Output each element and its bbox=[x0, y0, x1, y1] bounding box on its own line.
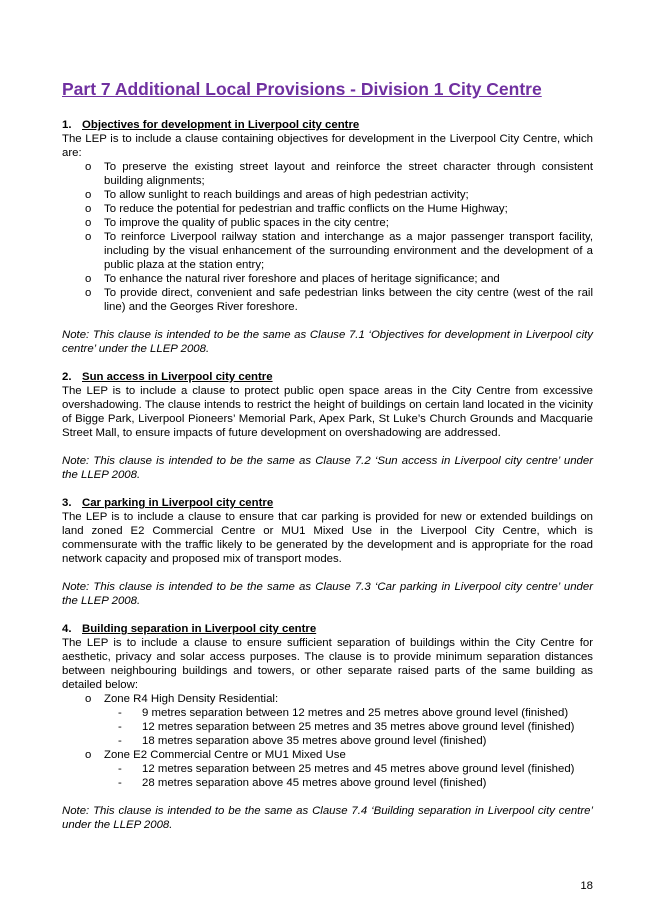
bullet-marker: o bbox=[85, 287, 92, 299]
section-number: 3. bbox=[62, 497, 72, 509]
separation-list bbox=[62, 762, 593, 790]
list-item: o To reduce the potential for pedestrian and traffic conflicts on the Hume Highway; bbox=[85, 203, 508, 215]
section-note: Note: This clause is intended to be the same as Clause 7.2 ‘Sun access in Liverpool city centre’ under the LLEP 2008. bbox=[62, 455, 593, 481]
section-heading bbox=[62, 370, 593, 384]
section-note: Note: This clause is intended to be the same as Clause 7.4 ‘Building separation in Liverpool city centre’ under the LLEP 2008. bbox=[62, 805, 593, 831]
section-title: Objectives for development in Liverpool city centre bbox=[82, 119, 360, 131]
objectives-list bbox=[62, 160, 593, 314]
section-heading bbox=[62, 622, 593, 636]
zone-label: Zone E2 Commercial Centre or MU1 Mixed Use bbox=[104, 749, 346, 761]
section-title: Sun access in Liverpool city centre bbox=[82, 371, 273, 383]
section-intro: The LEP is to include a clause to protect public open space areas in the City Centre from excessive overshadowing. The clause intends to restrict the height of buildings on certain land located in the vicinity of Bigge Park, Liverpool Pioneers’ Memorial Park, Apex Park, St Luke’s Church Grounds and Macquarie Street Mall, to ensure impacts of future development on overshadowing are addressed. bbox=[62, 385, 593, 439]
list-item: o To improve the quality of public spaces in the city centre; bbox=[85, 217, 389, 229]
bullet-marker: o bbox=[85, 161, 92, 173]
list-item: o To preserve the existing street layout and reinforce the street character through consistent building alignments; bbox=[85, 161, 593, 187]
section-title: Building separation in Liverpool city centre bbox=[82, 623, 317, 635]
bullet-marker: o bbox=[85, 273, 92, 285]
section-building-separation bbox=[62, 622, 593, 832]
section-intro: The LEP is to include a clause containing objectives for development in the Liverpool City Centre, which are: bbox=[62, 133, 593, 159]
document-page bbox=[62, 78, 593, 846]
list-item: - 12 metres separation between 25 metres and 35 metres above ground level (finished) bbox=[118, 721, 575, 733]
list-item: o To allow sunlight to reach buildings and areas of high pedestrian activity; bbox=[85, 189, 469, 201]
page-number: 18 bbox=[580, 880, 593, 892]
list-item: - 18 metres separation above 35 metres above ground level (finished) bbox=[118, 735, 487, 747]
page-heading: Part 7 Additional Local Provisions - Division 1 City Centre bbox=[62, 79, 542, 99]
list-item: o To enhance the natural river foreshore and places of heritage significance; and bbox=[85, 273, 500, 285]
bullet-marker: o bbox=[85, 693, 92, 705]
list-item: o To provide direct, convenient and safe pedestrian links between the city centre (west of the rail line) and the Georges River foreshore. bbox=[85, 287, 593, 313]
bullet-marker: o bbox=[85, 231, 92, 243]
section-note: Note: This clause is intended to be the same as Clause 7.3 ‘Car parking in Liverpool city centre’ under the LLEP 2008. bbox=[62, 581, 593, 607]
list-item: - 9 metres separation between 12 metres and 25 metres above ground level (finished) bbox=[118, 707, 569, 719]
zones-list bbox=[62, 692, 593, 706]
bullet-marker: o bbox=[85, 749, 92, 761]
dash-marker: - bbox=[118, 763, 122, 775]
list-item: - 28 metres separation above 45 metres above ground level (finished) bbox=[118, 777, 487, 789]
section-number: 4. bbox=[62, 623, 72, 635]
section-number: 1. bbox=[62, 119, 72, 131]
zones-list bbox=[62, 748, 593, 762]
section-heading bbox=[62, 496, 593, 510]
zone-item bbox=[62, 748, 593, 762]
bullet-marker: o bbox=[85, 189, 92, 201]
list-item: - 12 metres separation between 25 metres and 45 metres above ground level (finished) bbox=[118, 763, 575, 775]
separation-list bbox=[62, 706, 593, 748]
section-objectives bbox=[62, 118, 593, 356]
list-item: o To reinforce Liverpool railway station and interchange as a major passenger transport facility, including by the visual enhancement of the surrounding environment and the development of a public plaza at the station entry; bbox=[85, 231, 593, 271]
section-number: 2. bbox=[62, 371, 72, 383]
dash-marker: - bbox=[118, 707, 122, 719]
section-intro: The LEP is to include a clause to ensure sufficient separation of buildings within the City Centre for aesthetic, privacy and solar access purposes. The clause is to provide minimum separation distances between neighbouring buildings and towers, or other separate raised parts of the same building as detailed below: bbox=[62, 637, 593, 691]
bullet-marker: o bbox=[85, 217, 92, 229]
section-sun-access bbox=[62, 370, 593, 482]
zone-item bbox=[62, 692, 593, 706]
dash-marker: - bbox=[118, 735, 122, 747]
section-note: Note: This clause is intended to be the same as Clause 7.1 ‘Objectives for development in Liverpool city centre’ under the LLEP 2008. bbox=[62, 329, 593, 355]
section-car-parking bbox=[62, 496, 593, 608]
section-heading bbox=[62, 118, 593, 132]
dash-marker: - bbox=[118, 721, 122, 733]
zone-label: Zone R4 High Density Residential: bbox=[104, 693, 279, 705]
bullet-marker: o bbox=[85, 203, 92, 215]
section-intro: The LEP is to include a clause to ensure that car parking is provided for new or extended buildings on land zoned E2 Commercial Centre or MU1 Mixed Use in the Liverpool City Centre, which is commensurate with the traffic likely to be generated by the development and is appropriate for the road network capacity and proposed mix of transport modes. bbox=[62, 511, 593, 565]
dash-marker: - bbox=[118, 777, 122, 789]
section-title: Car parking in Liverpool city centre bbox=[82, 497, 274, 509]
